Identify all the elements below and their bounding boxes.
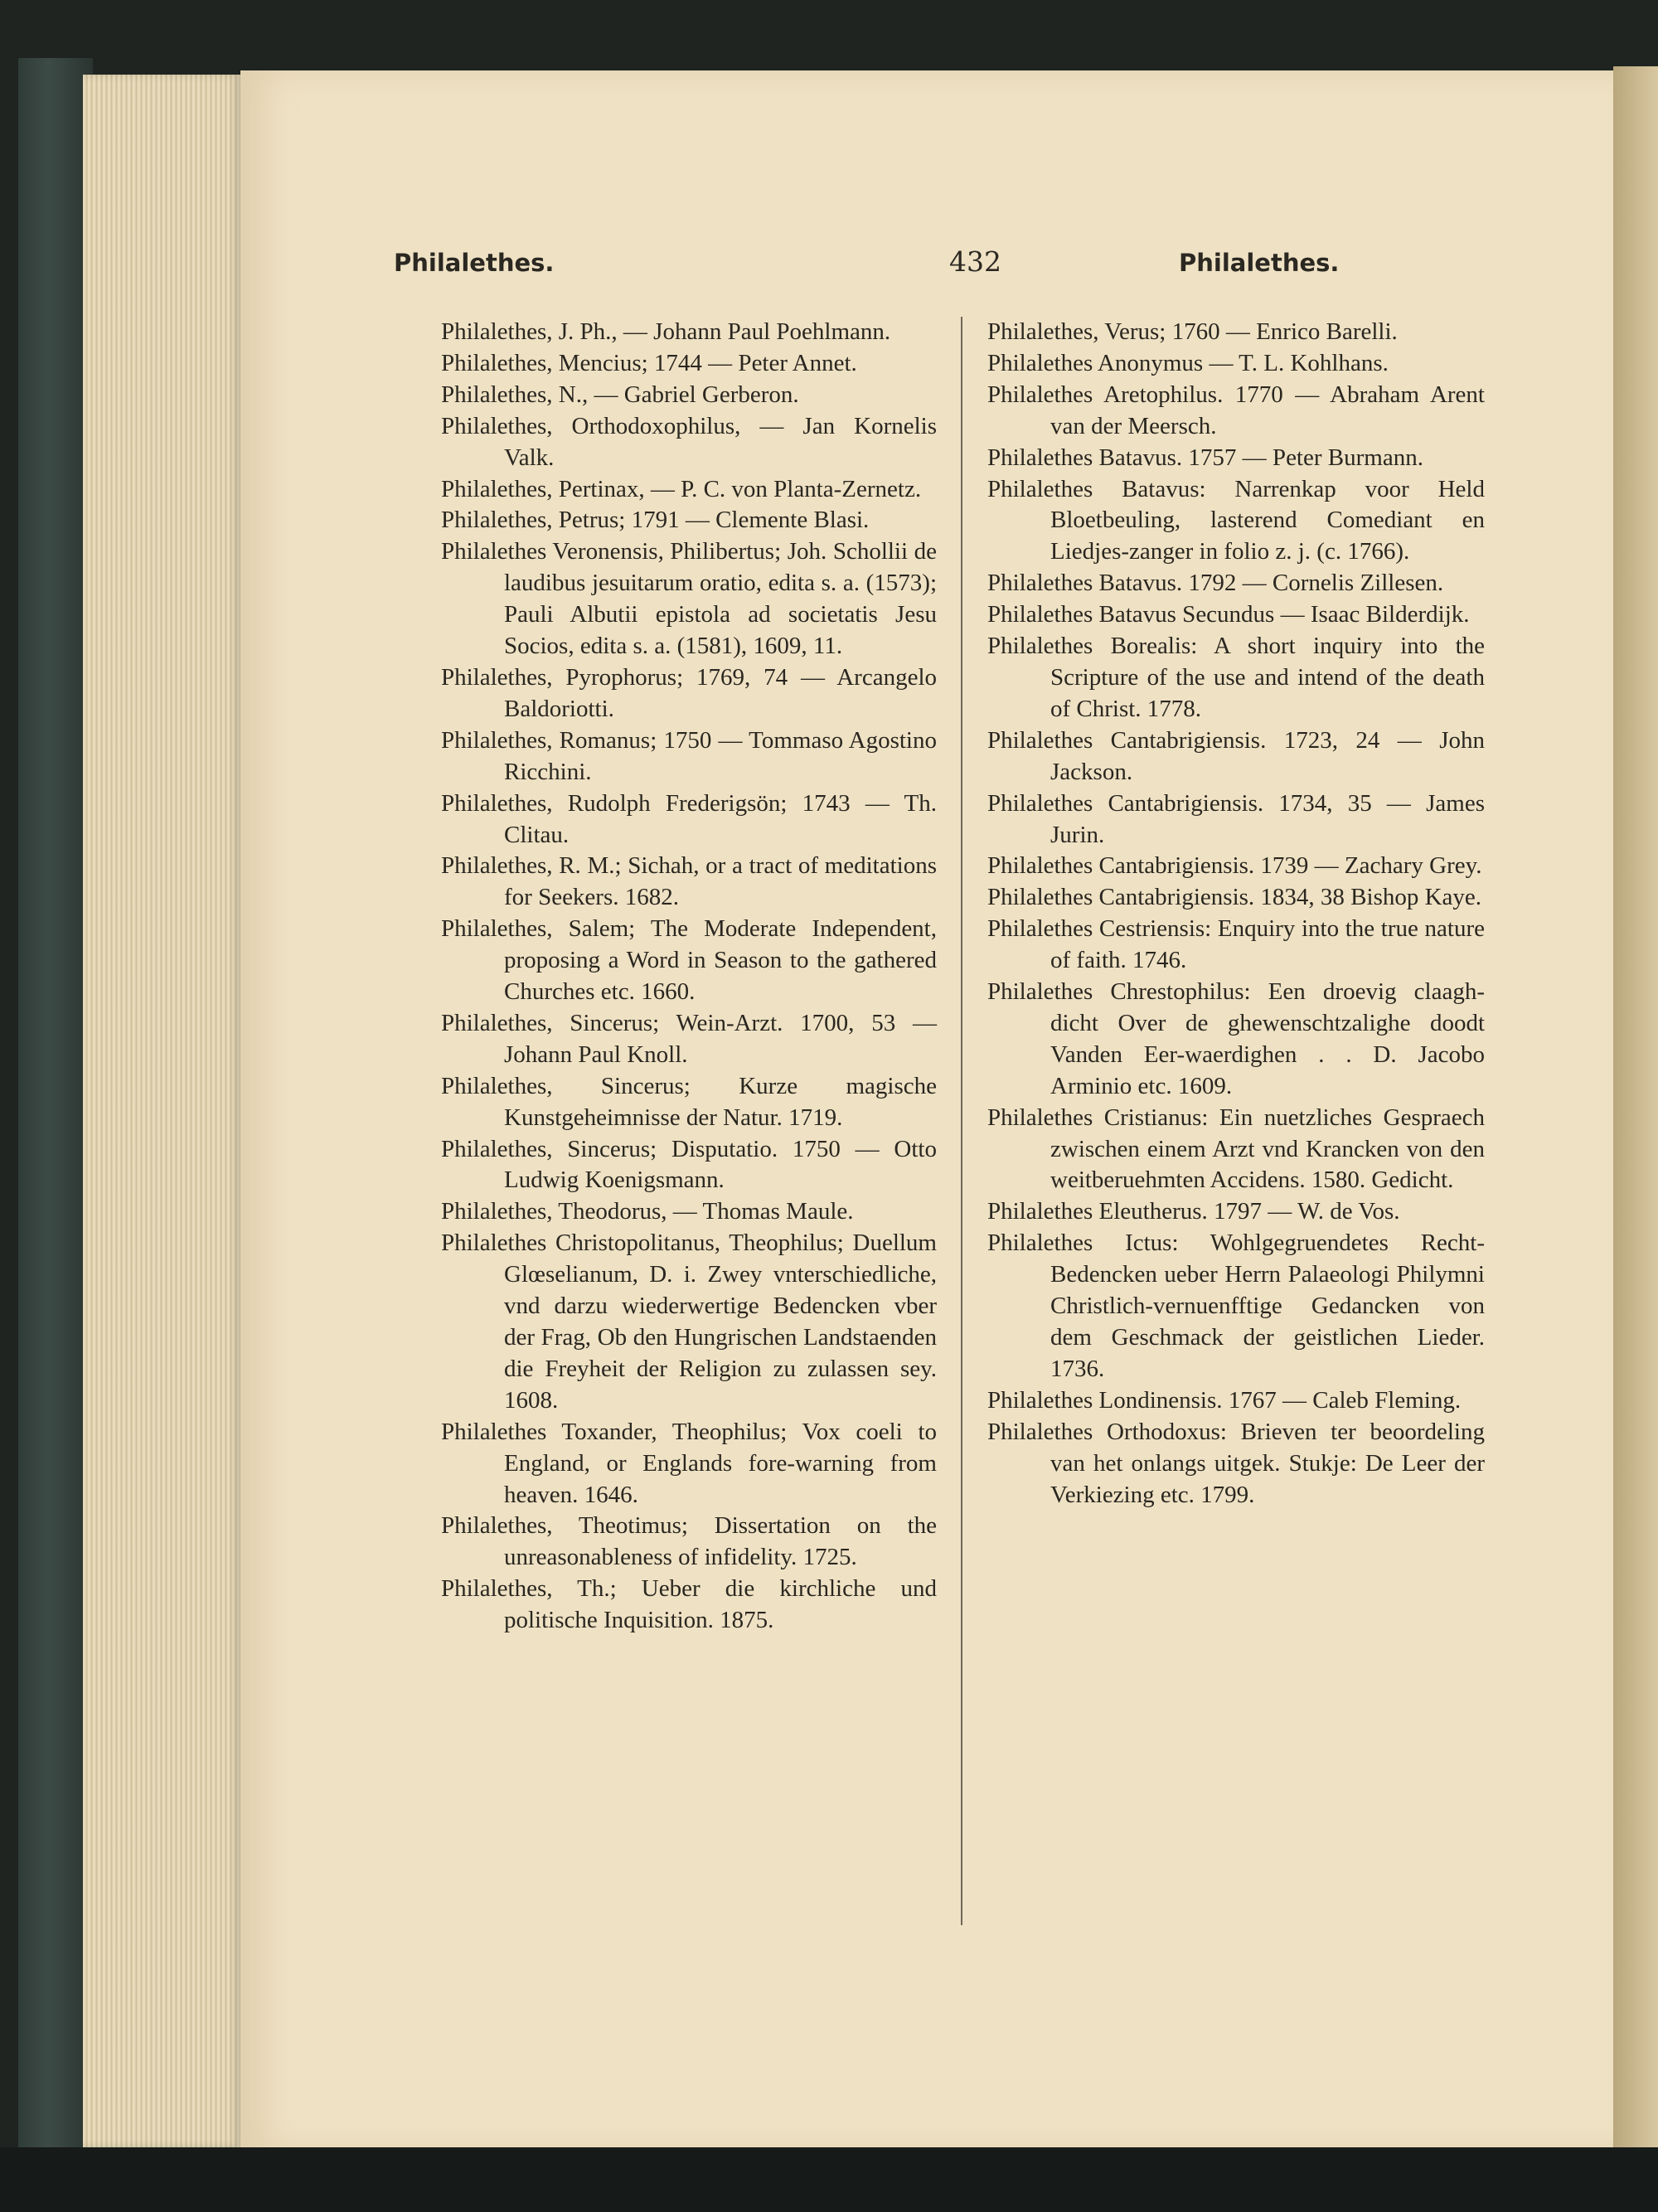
entry: Philalethes, Theotimus; Dissertation on the unreasonableness of infidelity. 1725. xyxy=(441,1512,937,1571)
page-stack-edges xyxy=(83,75,240,2147)
entry: Philalethes, Th.; Ueber die kirchliche und politische Inquisition. 1875. xyxy=(441,1575,937,1634)
entry: Philalethes Cestriensis: Enquiry into the true nature of faith. 1746. xyxy=(987,915,1485,974)
entry: Philalethes Borealis: A short inquiry into the Scripture of the use and intend of the death of Christ. 1778. xyxy=(987,633,1485,722)
entry: Philalethes Cristianus: Ein nuetzliches Gespraech zwischen einem Arzt vnd Krancken von den weitberuehmten Accidens. 1580. Gedicht. xyxy=(987,1104,1485,1194)
entry: Philalethes, Pyrophorus; 1769, 74 — Arcangelo Baldoriotti. xyxy=(441,663,937,722)
bottom-shadow xyxy=(0,2147,1658,2212)
entry: Philalethes Chrestophilus: Een droevig claagh-dicht Over de ghewenschtzalighe doodt Vanden Eer-waerdighen . . D. Jacobo Arminio etc. 1609. xyxy=(987,978,1485,1099)
entry: Philalethes Aretophilus. 1770 — Abraham Arent van der Meersch. xyxy=(987,381,1485,439)
entry: Philalethes Batavus. 1792 — Cornelis Zillesen. xyxy=(987,570,1444,597)
entry: Philalethes, Theodorus, — Thomas Maule. xyxy=(441,1198,854,1225)
entry: Philalethes, R. M.; Sichah, or a tract of meditations for Seekers. 1682. xyxy=(441,852,937,911)
entry: Philalethes, Orthodoxophilus, — Jan Kornelis Valk. xyxy=(441,412,937,471)
entry: Philalethes Batavus: Narrenkap voor Held Bloetbeuling, lasterend Comediant en Liedjes-zanger in folio z. j. (c. 1766). xyxy=(987,475,1485,565)
entry: Philalethes, Verus; 1760 — Enrico Barelli. xyxy=(987,318,1398,345)
running-head-right: Philalethes. xyxy=(1179,249,1340,277)
entry: Philalethes Veronensis, Philibertus; Joh. Schollii de laudibus jesuitarum oratio, edita s. a. (1573); Pauli Albutii epistola ad societatis Jesu Socios, edita s. a. (1581), 1609, 11. xyxy=(441,538,937,660)
entry: Philalethes Anonymus — T. L. Kohlhans. xyxy=(987,349,1389,376)
entry: Philalethes, J. Ph., — Johann Paul Poehlmann. xyxy=(441,318,891,345)
book-cover-edge xyxy=(18,58,93,2156)
entry: Philalethes, Sincerus; Wein-Arzt. 1700, 53 — Johann Paul Knoll. xyxy=(441,1009,937,1068)
entry: Philalethes Batavus Secundus — Isaac Bilderdijk. xyxy=(987,601,1470,628)
facing-page-edge xyxy=(1613,66,1658,2156)
entry: Philalethes Toxander, Theophilus; Vox coeli to England, or Englands fore-warning from heaven. 1646. xyxy=(441,1418,937,1508)
entry: Philalethes, Romanus; 1750 — Tommaso Agostino Ricchini. xyxy=(441,726,937,785)
right-column xyxy=(987,317,1485,1511)
entry: Philalethes, Petrus; 1791 — Clemente Blasi. xyxy=(441,507,870,534)
entry: Philalethes, Sincerus; Kurze magische Kunstgeheimnisse der Natur. 1719. xyxy=(441,1072,937,1131)
entry: Philalethes Batavus. 1757 — Peter Burmann. xyxy=(987,444,1423,471)
left-column xyxy=(441,317,937,1637)
entry: Philalethes Christopolitanus, Theophilus; Duellum Glœselianum, D. i. Zwey vnterschiedliche, vnd darzu wiederwertige Bedencken vber der Frag, Ob den Hungrischen Landstaenden die Freyheit der Religion zu zulassen sey. 1608. xyxy=(441,1230,937,1414)
entry: Philalethes Cantabrigiensis. 1734, 35 — James Jurin. xyxy=(987,789,1485,848)
column-divider xyxy=(961,317,962,1925)
entry: Philalethes, Sincerus; Disputatio. 1750 — Otto Ludwig Koenigsmann. xyxy=(441,1135,937,1194)
entry: Philalethes, Salem; The Moderate Independent, proposing a Word in Season to the gathered Churches etc. 1660. xyxy=(441,915,937,1006)
entry: Philalethes Cantabrigiensis. 1739 — Zachary Grey. xyxy=(987,852,1482,880)
entry: Philalethes, N., — Gabriel Gerberon. xyxy=(441,381,799,408)
page-number: 432 xyxy=(949,245,1001,278)
entry: Philalethes, Mencius; 1744 — Peter Annet. xyxy=(441,349,857,376)
running-head-left: Philalethes. xyxy=(394,249,555,277)
entry: Philalethes, Rudolph Frederigsön; 1743 — Th. Clitau. xyxy=(441,789,937,848)
entry: Philalethes Orthodoxus: Brieven ter beoordeling van het onlangs uitgek. Stukje: De Leer der Verkiezing etc. 1799. xyxy=(987,1418,1485,1508)
entry: Philalethes Cantabrigiensis. 1834, 38 Bishop Kaye. xyxy=(987,884,1482,911)
entry: Philalethes, Pertinax, — P. C. von Planta-Zernetz. xyxy=(441,475,922,502)
entry: Philalethes Eleutherus. 1797 — W. de Vos. xyxy=(987,1198,1400,1225)
entry: Philalethes Londinensis. 1767 — Caleb Fleming. xyxy=(987,1386,1462,1414)
entry: Philalethes Ictus: Wohlgegruendetes Recht-Bedencken ueber Herrn Palaeologi Philymni Christlich-vernuenfftige Gedancken von dem Geschmack der geistlichen Lieder. 1736. xyxy=(987,1230,1485,1382)
entry: Philalethes Cantabrigiensis. 1723, 24 — John Jackson. xyxy=(987,726,1485,785)
